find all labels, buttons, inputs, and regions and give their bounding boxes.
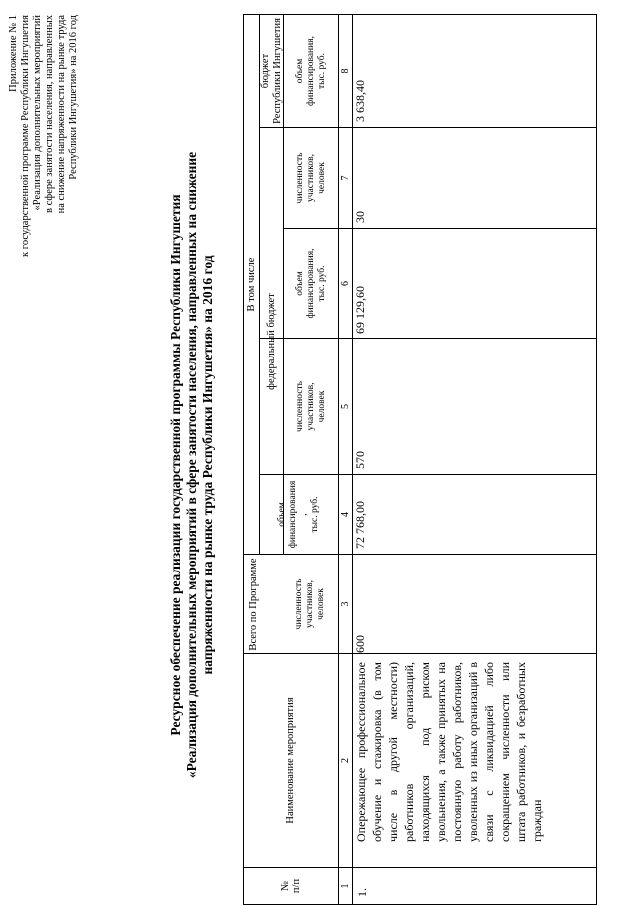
- column-number: 3: [339, 601, 351, 607]
- header-total-funding: объем финансирования , тыс. руб.: [277, 480, 320, 549]
- appendix-line: «Реализация дополнительных мероприятий: [32, 15, 43, 211]
- column-number: 2: [339, 758, 351, 763]
- appendix-line: Республики Ингушетия» на 2016 год: [68, 15, 79, 180]
- appendix-line: на снижение напряженности на рынке труда: [56, 15, 67, 214]
- appendix-note: [8, 15, 80, 305]
- header-num: № п/п: [279, 878, 302, 894]
- federal-funding-value: 69 129,60: [353, 286, 367, 334]
- header-federal-participants: численность участников, человек: [294, 381, 327, 432]
- total-participants-value: 600: [353, 635, 367, 653]
- federal-participants-value: 570: [353, 451, 367, 469]
- table-border: [596, 14, 597, 905]
- header-republic-participants: численность участников, человек: [294, 152, 327, 204]
- column-number: 4: [339, 512, 351, 517]
- title-line: напряженности на рынке труда Республики Ингушетия» на 2016 год: [200, 255, 215, 675]
- header-republic-funding: объем финансирования, тыс. руб.: [294, 36, 327, 106]
- column-number: 1: [339, 883, 351, 889]
- republic-funding-value: 3 638,40: [353, 80, 367, 122]
- header-total-participants: численность участников, человек: [294, 578, 326, 630]
- appendix-line: Приложение № 1: [8, 15, 19, 92]
- activity-name: Опережающее профессиональное обучение и стажировка (в том числе в другой местности) работников организаций, находящихся под риском увольнения, а также принятых на постоянную работу работников, уволенных из иных организаций в связи с ликвидацией либо сокращением численности или штата работников, и безработных граждан: [354, 662, 544, 842]
- header-federal: федеральный бюджет: [265, 293, 277, 390]
- column-number: 7: [339, 175, 351, 181]
- total-funding-value: 72 768,00: [353, 501, 367, 549]
- header-total-program: Всего по Программе: [248, 558, 259, 651]
- column-number: 6: [339, 281, 351, 286]
- title-line: «Реализация дополнительных мероприятий в сфере занятости населения, направленных на снижение: [184, 151, 199, 779]
- document-title: [168, 85, 216, 845]
- title-line: Ресурсное обеспечение реализации государственной программы Республики Ингушетия: [168, 194, 183, 736]
- republic-participants-value: 30: [353, 211, 367, 223]
- column-number: 5: [339, 404, 351, 409]
- row-number: 1.: [355, 888, 369, 897]
- header-in-that: В том числе: [245, 257, 257, 312]
- header-name: Наименование мероприятия: [285, 697, 297, 824]
- header-republic: бюджет Республики Ингушетия: [260, 18, 283, 124]
- header-federal-funding: объем финансирования, тыс. руб.: [294, 248, 327, 319]
- appendix-line: к государственной программе Республики Ингушетия: [20, 15, 31, 257]
- appendix-line: в сфере занятости населения, направленных: [44, 15, 55, 213]
- column-number: 8: [339, 68, 351, 74]
